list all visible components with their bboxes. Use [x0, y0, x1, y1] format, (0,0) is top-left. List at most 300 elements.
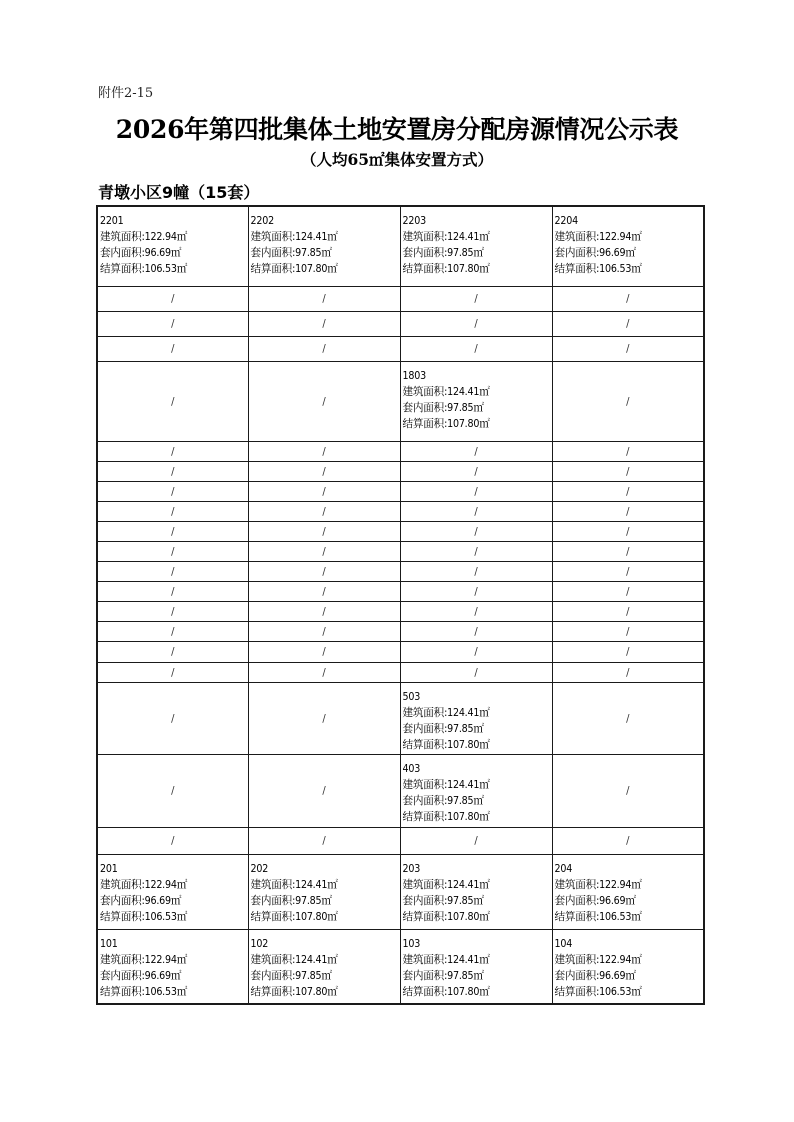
room-number: 104: [554, 937, 573, 950]
square-meter-unit: ㎡: [479, 910, 490, 923]
empty-marker: /: [171, 342, 175, 355]
empty-cell: [400, 501, 552, 521]
empty-cell: [97, 827, 248, 854]
room-number: 101: [100, 937, 118, 950]
square-meter-unit: ㎡: [479, 878, 490, 891]
inner-area-line: [403, 721, 552, 737]
table-row: [97, 602, 704, 622]
table-row: [97, 827, 704, 854]
empty-marker: /: [171, 645, 175, 659]
building-area-label: 建筑面积:: [100, 878, 145, 891]
building-area-line: [251, 877, 400, 893]
building-area-line: [403, 952, 552, 968]
empty-marker: /: [626, 784, 630, 798]
room-number-line: [403, 861, 552, 877]
empty-cell: [552, 562, 704, 582]
unit-cell: [400, 206, 552, 286]
square-meter-unit: ㎡: [625, 969, 636, 982]
empty-cell: [400, 642, 552, 662]
settle-area-label: 结算面积:: [402, 738, 448, 751]
inner-area-label: 套内面积:: [554, 894, 600, 907]
empty-cell: [97, 286, 248, 311]
empty-marker: /: [626, 464, 630, 478]
building-area-line: [100, 229, 248, 245]
table-row: [97, 206, 704, 286]
empty-cell: [248, 311, 400, 336]
room-number: 202: [250, 862, 269, 875]
table-row: [97, 622, 704, 642]
empty-marker: /: [626, 484, 630, 498]
empty-cell: [248, 481, 400, 501]
inner-area-label: 套内面积:: [100, 247, 145, 259]
square-meter-unit: ㎡: [625, 247, 636, 259]
building-area-label: 建筑面积:: [402, 779, 448, 792]
building-area-label: 建筑面积:: [250, 878, 296, 891]
empty-marker: /: [171, 665, 175, 679]
building-area-label: 建筑面积:: [402, 706, 448, 719]
inner-area-line: [403, 968, 552, 984]
inner-area-label: 套内面积:: [554, 969, 600, 982]
empty-cell: [248, 501, 400, 521]
settle-area-value: 107.80: [295, 985, 328, 998]
square-meter-unit: ㎡: [631, 878, 642, 891]
empty-cell: [400, 541, 552, 561]
inner-area-value: 97.85: [295, 969, 322, 982]
table-row: [97, 461, 704, 481]
unit-cell: [97, 929, 248, 1004]
empty-marker: /: [322, 444, 326, 458]
inner-area-value: 97.85: [447, 795, 474, 808]
empty-cell: [552, 461, 704, 481]
empty-marker: /: [322, 565, 326, 579]
settle-area-label: 结算面积:: [250, 985, 296, 998]
building-area-value: 124.41: [447, 231, 480, 243]
square-meter-unit: ㎡: [631, 231, 642, 243]
empty-marker: /: [626, 524, 630, 538]
square-meter-unit: ㎡: [327, 878, 338, 891]
empty-marker: /: [626, 545, 630, 559]
empty-cell: [400, 602, 552, 622]
building-area-label: 建筑面积:: [100, 953, 145, 966]
empty-marker: /: [474, 464, 478, 478]
empty-marker: /: [171, 504, 175, 518]
square-meter-unit: ㎡: [321, 969, 332, 982]
room-number: 2201: [100, 215, 124, 227]
inner-area-line: [100, 893, 248, 909]
square-meter-unit: ㎡: [170, 247, 182, 259]
empty-marker: /: [626, 625, 630, 639]
settle-area-line: [555, 261, 704, 277]
building-area-label: 建筑面积:: [402, 878, 448, 891]
settle-area-label: 结算面积:: [402, 417, 448, 430]
empty-cell: [97, 501, 248, 521]
empty-marker: /: [322, 464, 326, 478]
room-number-line: [403, 761, 552, 777]
empty-cell: [248, 562, 400, 582]
square-meter-unit: ㎡: [176, 953, 188, 966]
settle-area-value: 107.80: [447, 263, 480, 275]
empty-cell: [552, 286, 704, 311]
inner-area-value: 97.85: [447, 969, 474, 982]
square-meter-unit: ㎡: [170, 969, 182, 982]
empty-marker: /: [171, 565, 175, 579]
table-row: [97, 361, 704, 441]
empty-marker: /: [171, 524, 175, 538]
building-area-value: 124.41: [295, 878, 328, 891]
building-area-value: 122.94: [599, 231, 632, 243]
settle-area-value: 106.53: [144, 985, 177, 998]
empty-cell: [400, 311, 552, 336]
empty-marker: /: [322, 394, 326, 408]
square-meter-unit: ㎡: [479, 385, 490, 398]
unit-cell: [552, 929, 704, 1004]
empty-cell: [97, 481, 248, 501]
square-meter-unit: ㎡: [170, 894, 182, 907]
square-meter-unit: ㎡: [176, 985, 188, 998]
room-number-line: [100, 936, 248, 952]
table-row: [97, 662, 704, 682]
empty-cell: [400, 521, 552, 541]
table-row: [97, 521, 704, 541]
settle-area-value: 107.80: [295, 910, 328, 923]
empty-marker: /: [474, 524, 478, 538]
settle-area-value: 107.80: [447, 738, 480, 751]
square-meter-unit: ㎡: [479, 811, 490, 824]
empty-marker: /: [322, 665, 326, 679]
inner-area-label: 套内面积:: [402, 722, 448, 735]
table-row: [97, 562, 704, 582]
square-meter-unit: ㎡: [631, 263, 642, 275]
empty-marker: /: [322, 711, 326, 725]
empty-cell: [97, 461, 248, 481]
empty-marker: /: [626, 444, 630, 458]
building-area-line: [555, 952, 704, 968]
building-area-value: 122.94: [144, 878, 177, 891]
empty-cell: [248, 361, 400, 441]
settle-area-label: 结算面积:: [402, 263, 448, 275]
settle-area-line: [555, 984, 704, 1000]
room-number: 2204: [554, 215, 578, 227]
empty-cell: [552, 662, 704, 682]
empty-marker: /: [474, 565, 478, 579]
building-area-label: 建筑面积:: [100, 231, 145, 243]
inner-area-line: [251, 968, 400, 984]
empty-cell: [97, 755, 248, 828]
square-meter-unit: ㎡: [631, 985, 642, 998]
empty-marker: /: [626, 834, 630, 848]
empty-marker: /: [171, 784, 175, 798]
empty-cell: [552, 602, 704, 622]
inner-area-line: [403, 893, 552, 909]
empty-cell: [248, 755, 400, 828]
room-number-line: [403, 689, 552, 705]
empty-marker: /: [474, 292, 478, 305]
building-area-label: 建筑面积:: [554, 878, 600, 891]
settle-area-label: 结算面积:: [554, 263, 600, 275]
table-row: [97, 929, 704, 1004]
empty-marker: /: [626, 292, 630, 305]
housing-table-body: [97, 206, 704, 1004]
room-number: 102: [250, 937, 269, 950]
settle-area-label: 结算面积:: [250, 910, 296, 923]
building-area-line: [403, 777, 552, 793]
empty-marker: /: [171, 834, 175, 848]
empty-cell: [552, 501, 704, 521]
building-area-label: 建筑面积:: [554, 231, 600, 243]
attachment-label: 附件2-15: [98, 86, 154, 101]
room-number: 203: [402, 862, 421, 875]
empty-cell: [97, 642, 248, 662]
empty-cell: [97, 682, 248, 755]
room-number: 103: [402, 937, 421, 950]
empty-marker: /: [322, 545, 326, 559]
square-meter-unit: ㎡: [321, 894, 332, 907]
empty-cell: [552, 622, 704, 642]
square-meter-unit: ㎡: [473, 795, 484, 808]
room-number-line: [100, 861, 248, 877]
inner-area-line: [403, 245, 552, 261]
inner-area-line: [251, 245, 400, 261]
building-area-value: 122.94: [599, 878, 632, 891]
inner-area-value: 97.85: [447, 722, 474, 735]
inner-area-label: 套内面积:: [402, 894, 448, 907]
settle-area-line: [251, 909, 400, 925]
building-area-value: 124.41: [447, 878, 480, 891]
empty-marker: /: [626, 585, 630, 599]
building-area-value: 124.41: [295, 953, 328, 966]
settle-area-label: 结算面积:: [100, 910, 145, 923]
settle-area-label: 结算面积:: [402, 985, 448, 998]
unit-cell: [552, 206, 704, 286]
settle-area-line: [251, 984, 400, 1000]
empty-cell: [248, 827, 400, 854]
empty-marker: /: [474, 317, 478, 330]
inner-area-line: [100, 968, 248, 984]
empty-marker: /: [474, 605, 478, 619]
room-number-line: [403, 368, 552, 384]
empty-marker: /: [322, 585, 326, 599]
settle-area-line: [100, 984, 248, 1000]
empty-cell: [400, 336, 552, 361]
inner-area-label: 套内面积:: [402, 401, 448, 414]
building-area-label: 建筑面积:: [554, 953, 600, 966]
empty-cell: [552, 642, 704, 662]
table-row: [97, 286, 704, 311]
unit-cell: [552, 854, 704, 929]
empty-marker: /: [474, 444, 478, 458]
empty-cell: [97, 562, 248, 582]
empty-cell: [97, 662, 248, 682]
empty-cell: [552, 311, 704, 336]
building-area-line: [403, 705, 552, 721]
square-meter-unit: ㎡: [631, 953, 642, 966]
room-number-line: [251, 936, 400, 952]
building-area-label: 建筑面积:: [402, 231, 448, 243]
inner-area-value: 96.69: [599, 894, 626, 907]
empty-marker: /: [474, 342, 478, 355]
unit-cell: [248, 929, 400, 1004]
room-number: 204: [554, 862, 573, 875]
square-meter-unit: ㎡: [327, 985, 338, 998]
empty-marker: /: [171, 444, 175, 458]
empty-marker: /: [626, 565, 630, 579]
unit-cell: [97, 854, 248, 929]
settle-area-line: [403, 737, 552, 753]
empty-marker: /: [626, 317, 630, 330]
building-area-line: [100, 952, 248, 968]
empty-marker: /: [474, 545, 478, 559]
empty-cell: [97, 622, 248, 642]
room-number: 1803: [402, 369, 426, 382]
settle-area-value: 106.53: [144, 263, 177, 275]
section-title: 青墩小区9幢（15套）: [98, 183, 260, 202]
square-meter-unit: ㎡: [473, 969, 484, 982]
inner-area-value: 96.69: [599, 969, 626, 982]
square-meter-unit: ㎡: [176, 878, 188, 891]
empty-cell: [248, 662, 400, 682]
room-number: 201: [100, 862, 118, 875]
empty-cell: [97, 582, 248, 602]
empty-marker: /: [474, 585, 478, 599]
inner-area-value: 97.85: [447, 247, 474, 259]
empty-marker: /: [171, 317, 175, 330]
empty-marker: /: [322, 784, 326, 798]
square-meter-unit: ㎡: [327, 953, 338, 966]
building-area-label: 建筑面积:: [250, 953, 296, 966]
inner-area-label: 套内面积:: [250, 894, 296, 907]
settle-area-line: [403, 809, 552, 825]
square-meter-unit: ㎡: [327, 910, 338, 923]
settle-area-label: 结算面积:: [402, 811, 448, 824]
unit-cell: [400, 854, 552, 929]
empty-marker: /: [322, 524, 326, 538]
table-row: [97, 755, 704, 828]
table-row: [97, 682, 704, 755]
empty-cell: [97, 521, 248, 541]
building-area-value: 124.41: [447, 706, 480, 719]
unit-cell: [248, 206, 400, 286]
table-row: [97, 311, 704, 336]
square-meter-unit: ㎡: [473, 722, 484, 735]
empty-cell: [97, 541, 248, 561]
empty-cell: [97, 441, 248, 461]
empty-cell: [552, 521, 704, 541]
empty-marker: /: [171, 711, 175, 725]
empty-marker: /: [171, 464, 175, 478]
room-number: 503: [402, 690, 421, 703]
empty-marker: /: [626, 394, 630, 408]
page-subtitle: （人均65㎡集体安置方式）: [300, 150, 494, 169]
empty-marker: /: [626, 342, 630, 355]
square-meter-unit: ㎡: [473, 401, 484, 414]
inner-area-value: 97.85: [295, 894, 322, 907]
inner-area-label: 套内面积:: [250, 969, 296, 982]
inner-area-value: 97.85: [295, 247, 322, 259]
inner-area-line: [403, 793, 552, 809]
empty-marker: /: [474, 645, 478, 659]
inner-area-value: 97.85: [447, 401, 474, 414]
inner-area-value: 96.69: [144, 247, 171, 259]
empty-marker: /: [171, 585, 175, 599]
inner-area-label: 套内面积:: [402, 247, 448, 259]
empty-marker: /: [171, 394, 175, 408]
square-meter-unit: ㎡: [327, 231, 338, 243]
empty-marker: /: [171, 625, 175, 639]
empty-marker: /: [171, 605, 175, 619]
empty-cell: [97, 602, 248, 622]
inner-area-label: 套内面积:: [402, 969, 448, 982]
settle-area-label: 结算面积:: [554, 910, 600, 923]
building-area-line: [251, 229, 400, 245]
inner-area-label: 套内面积:: [554, 247, 600, 259]
table-row: [97, 854, 704, 929]
building-area-label: 建筑面积:: [250, 231, 296, 243]
unit-cell: [248, 854, 400, 929]
empty-marker: /: [322, 605, 326, 619]
square-meter-unit: ㎡: [321, 247, 332, 259]
empty-cell: [248, 541, 400, 561]
empty-cell: [400, 461, 552, 481]
building-area-value: 124.41: [447, 779, 480, 792]
square-meter-unit: ㎡: [479, 985, 490, 998]
empty-marker: /: [322, 504, 326, 518]
settle-area-value: 106.53: [144, 910, 177, 923]
empty-marker: /: [474, 665, 478, 679]
settle-area-label: 结算面积:: [402, 910, 448, 923]
housing-table: [96, 205, 705, 1005]
empty-cell: [552, 755, 704, 828]
building-area-label: 建筑面积:: [402, 385, 448, 398]
room-number: 403: [402, 763, 421, 776]
square-meter-unit: ㎡: [479, 738, 490, 751]
settle-area-line: [555, 909, 704, 925]
empty-cell: [248, 521, 400, 541]
inner-area-line: [251, 893, 400, 909]
empty-cell: [552, 682, 704, 755]
empty-cell: [552, 361, 704, 441]
room-number-line: [251, 213, 400, 229]
unit-cell: [97, 206, 248, 286]
empty-cell: [97, 361, 248, 441]
empty-cell: [552, 582, 704, 602]
unit-cell: [400, 682, 552, 755]
inner-area-line: [403, 400, 552, 416]
square-meter-unit: ㎡: [176, 231, 188, 243]
room-number-line: [555, 861, 704, 877]
square-meter-unit: ㎡: [479, 263, 490, 275]
empty-cell: [400, 582, 552, 602]
building-area-line: [555, 877, 704, 893]
unit-cell: [400, 929, 552, 1004]
empty-marker: /: [322, 342, 326, 355]
settle-area-line: [403, 909, 552, 925]
square-meter-unit: ㎡: [327, 263, 338, 275]
room-number-line: [403, 936, 552, 952]
building-area-label: 建筑面积:: [402, 953, 448, 966]
square-meter-unit: ㎡: [479, 953, 490, 966]
empty-cell: [97, 311, 248, 336]
inner-area-value: 97.85: [447, 894, 474, 907]
square-meter-unit: ㎡: [473, 247, 484, 259]
building-area-line: [403, 384, 552, 400]
empty-marker: /: [171, 292, 175, 305]
inner-area-label: 套内面积:: [402, 795, 448, 808]
table-row: [97, 541, 704, 561]
empty-cell: [552, 827, 704, 854]
settle-area-line: [100, 261, 248, 277]
empty-marker: /: [474, 625, 478, 639]
settle-area-value: 106.53: [599, 263, 632, 275]
